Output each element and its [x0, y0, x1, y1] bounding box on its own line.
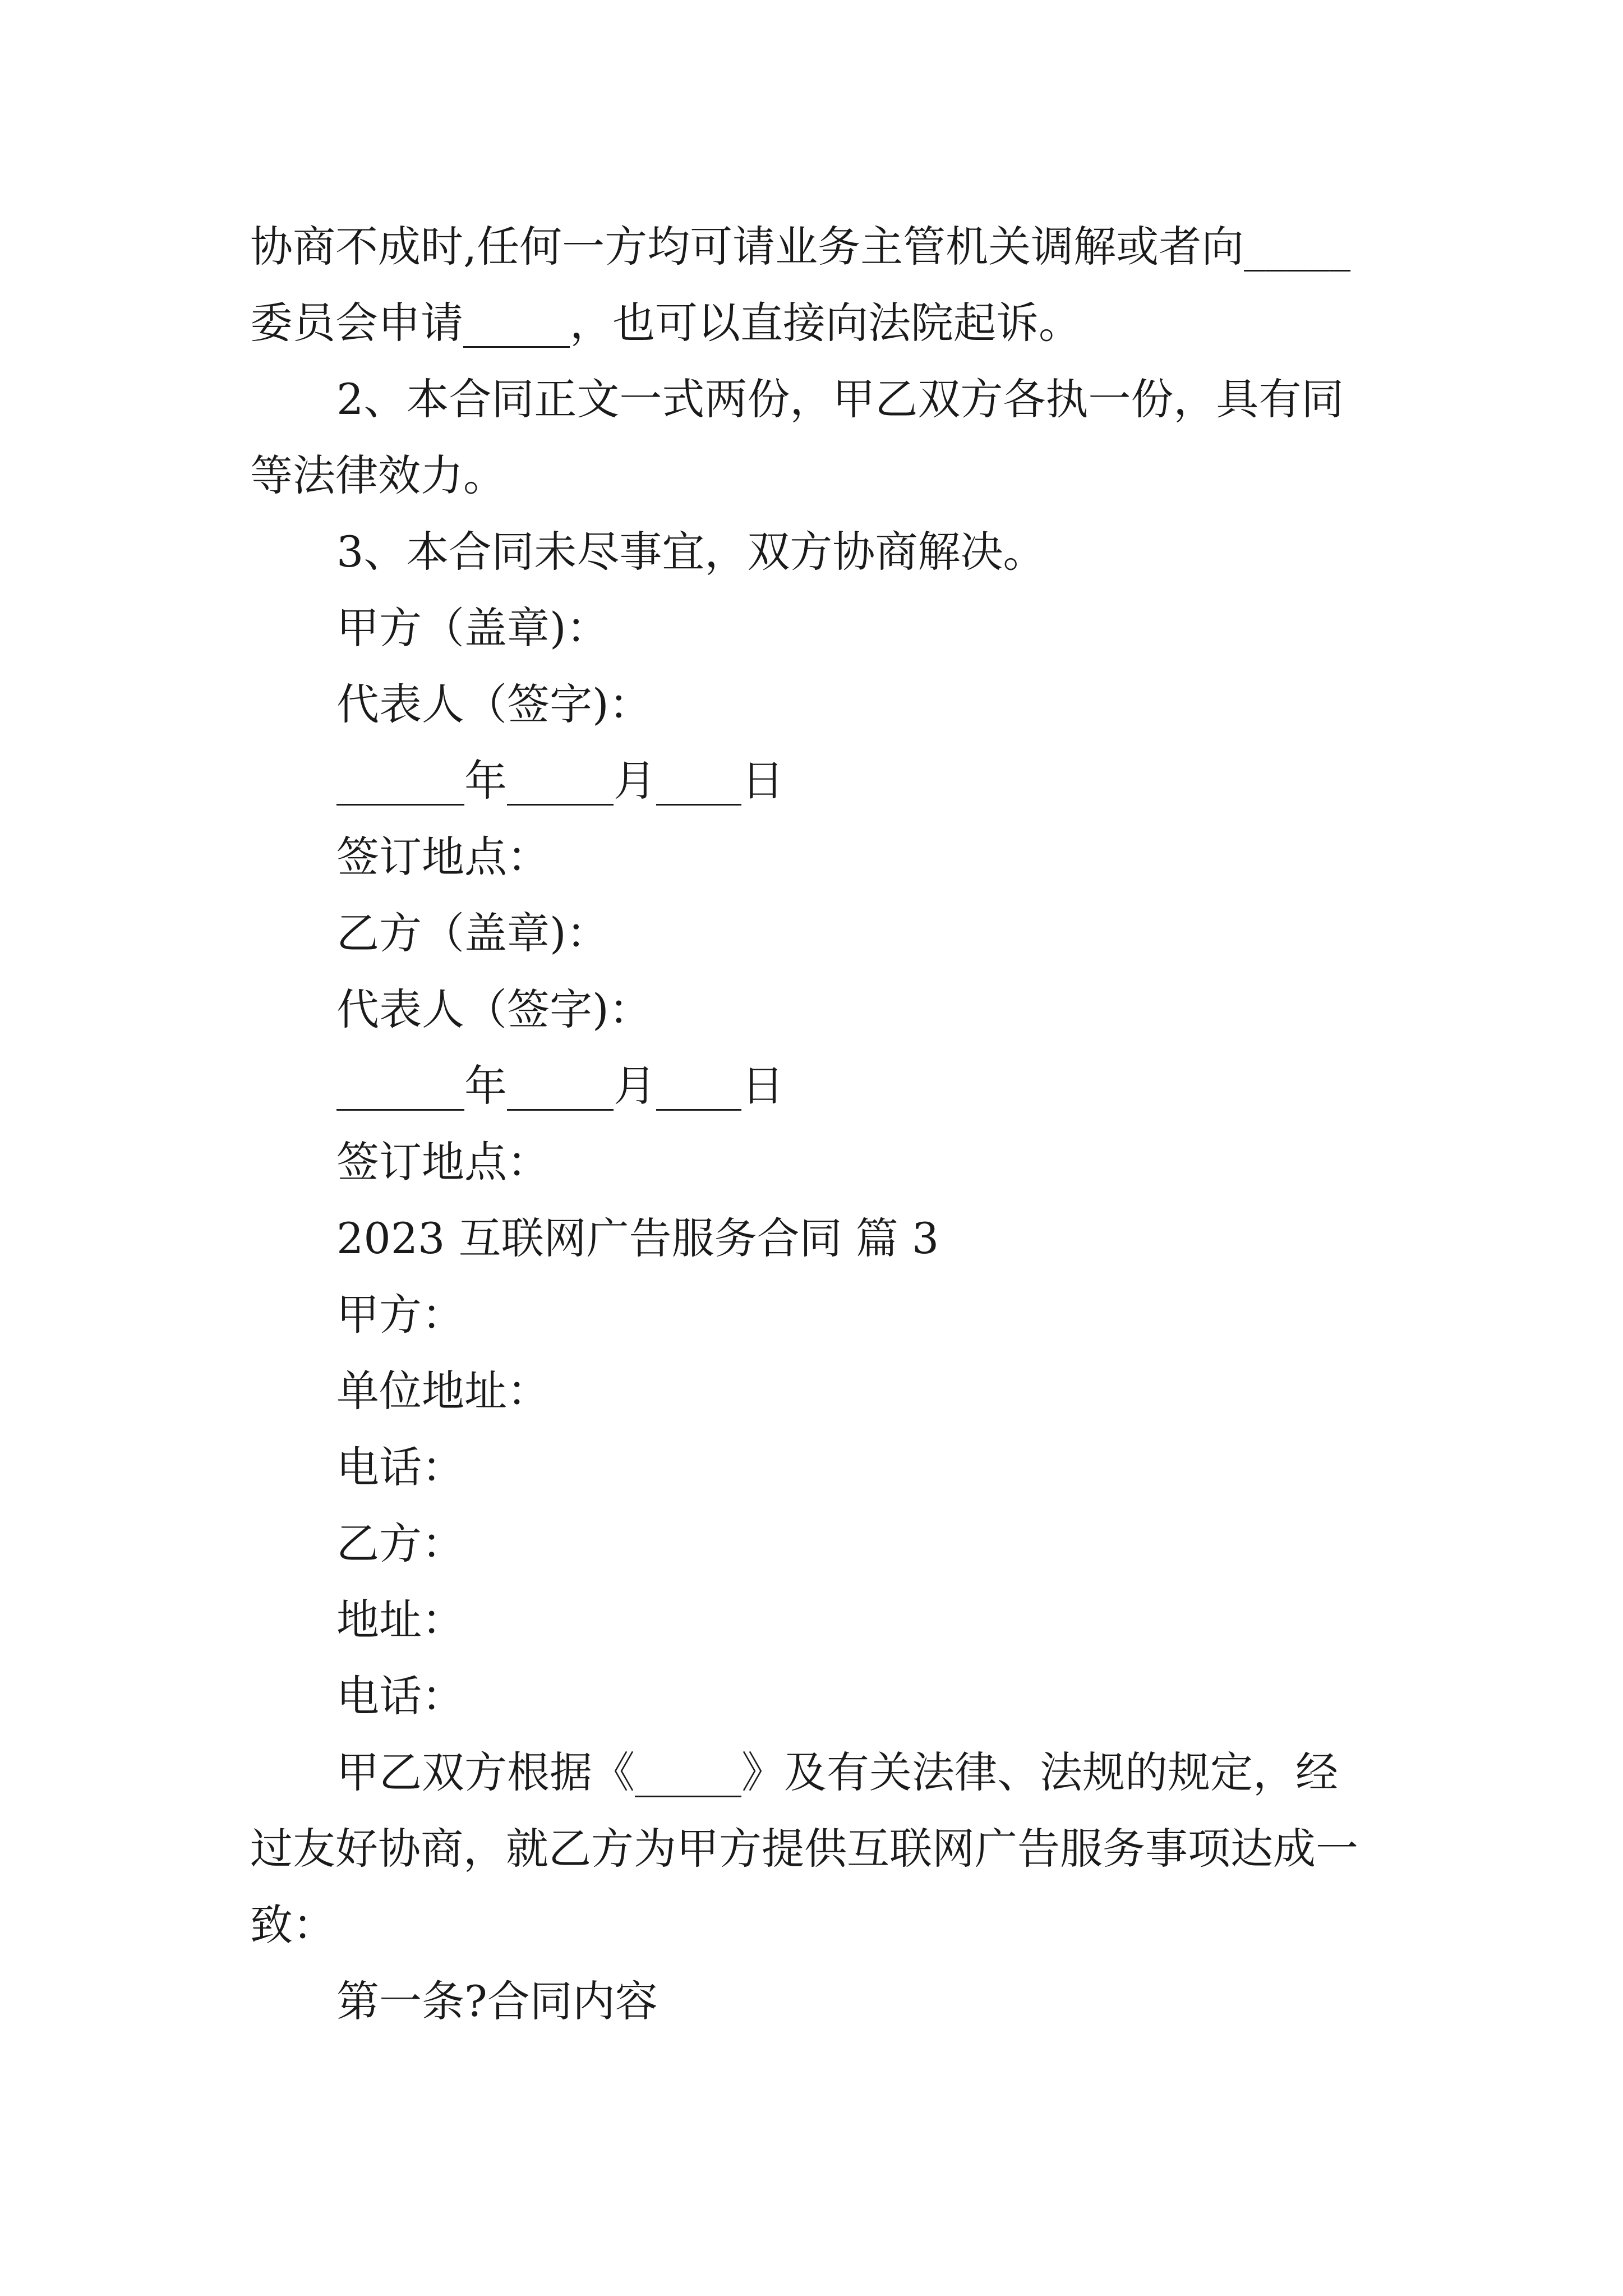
- text-line: 甲乙双方根据《_____》及有关法律、法规的规定，经: [336, 1747, 1338, 1797]
- text-line: 电话：: [336, 1442, 464, 1492]
- text-line: 签订地点：: [336, 832, 550, 882]
- text-line: 3、本合同未尽事宜，双方协商解决。: [336, 527, 1046, 577]
- text-line: 乙方（盖章)：: [336, 908, 609, 958]
- date-line: ______年_____月____日: [336, 756, 784, 806]
- text-line: 代表人（签字)：: [336, 679, 652, 729]
- article-heading: 第一条?合同内容: [336, 1976, 658, 2026]
- text-line: 乙方：: [336, 1519, 464, 1568]
- text-line: 委员会申请_____，也可以直接向法院起诉。: [250, 298, 1081, 348]
- text-line: 等法律效力。: [250, 450, 506, 500]
- date-line: ______年_____月____日: [336, 1061, 784, 1111]
- text-line: 过友好协商，就乙方为甲方提供互联网广告服务事项达成一: [250, 1824, 1358, 1874]
- text-line: 地址：: [336, 1595, 464, 1645]
- text-line: 单位地址：: [336, 1366, 550, 1416]
- text-line: 致：: [250, 1900, 335, 1950]
- section-heading: 2023 互联网广告服务合同 篇 3: [336, 1213, 939, 1263]
- text-line: 协商不成时,任何一方均可请业务主管机关调解或者向_____: [250, 222, 1351, 272]
- text-line: 代表人（签字)：: [336, 984, 652, 1034]
- text-line: 2、本合同正文一式两份，甲乙双方各执一份，具有同: [336, 374, 1344, 424]
- text-line: 甲方：: [336, 1290, 464, 1340]
- text-line: 签订地点：: [336, 1137, 550, 1187]
- text-line: 电话：: [336, 1671, 464, 1721]
- text-line: 甲方（盖章)：: [336, 603, 609, 653]
